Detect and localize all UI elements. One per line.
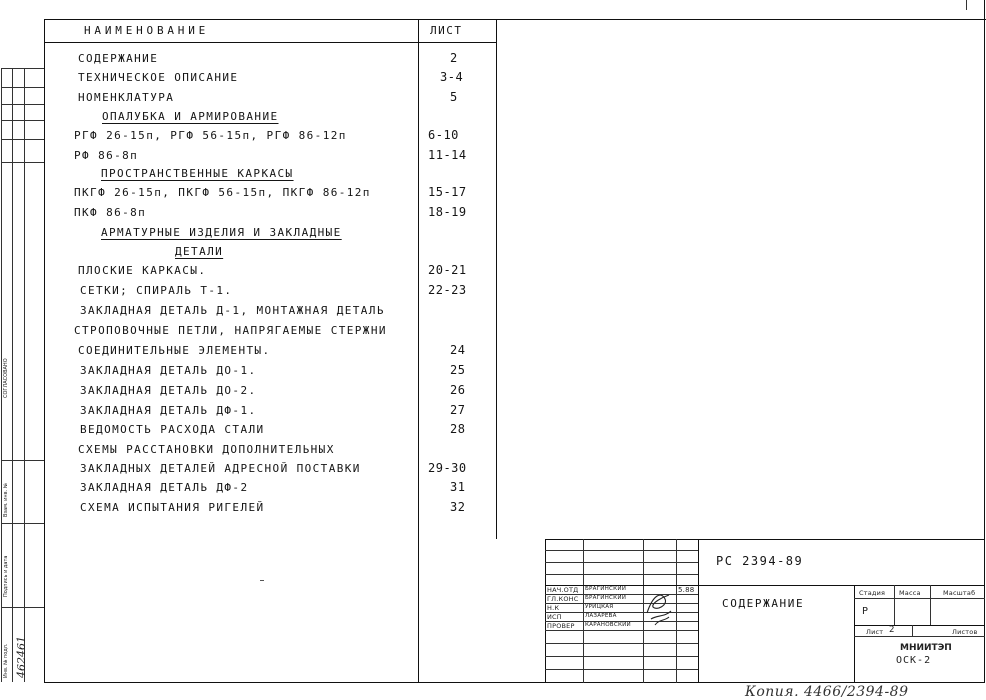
mass-label: Масса: [899, 589, 921, 597]
contents-row-label: ЗАКЛАДНАЯ ДЕТАЛЬ ДО-1.: [80, 364, 257, 377]
sheet-label: Лист: [866, 628, 884, 636]
contents-row-label: ПКГФ 26-15п, ПКГФ 56-15п, ПКГФ 86-12п: [74, 186, 371, 199]
contents-row-label: НОМЕНКЛАТУРА: [78, 91, 175, 104]
name-2: БРАГИНСКИЙ: [585, 595, 627, 601]
contents-row-label: ТЕХНИЧЕСКОЕ ОПИСАНИЕ: [78, 71, 239, 84]
contents-row-sheet: 31: [450, 480, 466, 494]
contents-row-sheet: 6-10: [428, 128, 459, 142]
scale-label: Масштаб: [943, 589, 976, 597]
contents-row-label: ПКФ 86-8п: [74, 206, 147, 219]
stage-label: Стадия: [859, 589, 886, 597]
contents-row-label: ЗАКЛАДНАЯ ДЕТАЛЬ Д-1, МОНТАЖНАЯ ДЕТАЛЬ: [80, 304, 385, 317]
inv-replace-label: Взам. инв. №: [3, 483, 9, 517]
contents-row-sheet: 27: [450, 403, 466, 417]
contents-row-label: ПЛОСКИЕ КАРКАСЫ.: [78, 264, 207, 277]
sheets-label: Листов: [952, 628, 978, 636]
date-mark: 5.88: [678, 586, 695, 594]
inv-orig-label: Инв. № подл.: [3, 643, 9, 678]
contents-row-sheet: 26: [450, 383, 466, 397]
frame-bottom: [44, 682, 985, 683]
inv-number: 462461: [15, 636, 28, 678]
header-name: НАИМЕНОВАНИЕ: [84, 24, 210, 37]
contents-row-label: ДЕТАЛИ: [175, 245, 224, 258]
contents-row-sheet: 32: [450, 500, 466, 514]
header-sheet: ЛИСТ: [430, 24, 463, 37]
contents-row-label: СТРОПОВОЧНЫЕ ПЕТЛИ, НАПРЯГАЕМЫЕ СТЕРЖНИ: [74, 324, 387, 337]
stage-value: Р: [862, 606, 869, 617]
contents-row-sheet: 11-14: [428, 148, 467, 162]
agreed-label: СОГЛАСОВАНО: [3, 358, 9, 398]
role-1: НАЧ.ОТД: [547, 586, 579, 594]
role-3: Н.К: [547, 604, 560, 612]
name-5: КАРАНОВСКИЙ: [585, 622, 631, 628]
contents-row-sheet: 29-30: [428, 461, 467, 475]
org-name: МНИИТЭП: [900, 643, 952, 653]
top-right-mark: [966, 0, 967, 10]
table-header-line: [44, 42, 496, 43]
contents-row-label: ПРОСТРАНСТВЕННЫЕ КАРКАСЫ: [101, 167, 294, 180]
contents-row-label: ЗАКЛАДНЫХ ДЕТАЛЕЙ АДРЕСНОЙ ПОСТАВКИ: [80, 462, 361, 475]
contents-row-label: РФ 86-8п: [74, 149, 139, 162]
org-code: ОСК-2: [896, 655, 932, 666]
frame-left: [44, 19, 45, 683]
doc-title: СОДЕРЖАНИЕ: [722, 597, 805, 610]
stray-mark: [260, 580, 264, 581]
contents-row-sheet: 2: [450, 51, 458, 65]
contents-row-sheet: 28: [450, 422, 466, 436]
contents-row-sheet: 5: [450, 90, 458, 104]
contents-row-label: СХЕМА ИСПЫТАНИЯ РИГЕЛЕЙ: [80, 501, 265, 514]
role-4: ИСП: [547, 613, 562, 621]
contents-row-label: СЕТКИ; СПИРАЛЬ Т-1.: [80, 284, 233, 297]
frame-top: [44, 19, 986, 20]
doc-code: РС 2394-89: [716, 554, 804, 568]
name-1: БРАГИНСКИЙ: [585, 586, 627, 592]
contents-row-label: ЗАКЛАДНАЯ ДЕТАЛЬ ДФ-1.: [80, 404, 257, 417]
contents-row-label: АРМАТУРНЫЕ ИЗДЕЛИЯ И ЗАКЛАДНЫЕ: [101, 226, 342, 239]
contents-row-sheet: 18-19: [428, 205, 467, 219]
contents-row-label: ВЕДОМОСТЬ РАСХОДА СТАЛИ: [80, 423, 265, 436]
table-right-border: [496, 19, 497, 539]
contents-row-label: РГФ 26-15п, РГФ 56-15п, РГФ 86-12п: [74, 129, 347, 142]
contents-row-label: СОЕДИНИТЕЛЬНЫЕ ЭЛЕМЕНТЫ.: [78, 344, 271, 357]
contents-row-sheet: 20-21: [428, 263, 467, 277]
contents-row-sheet: 15-17: [428, 185, 467, 199]
table-sheet-divider: [418, 19, 419, 683]
contents-row-label: ЗАКЛАДНАЯ ДЕТАЛЬ ДФ-2: [80, 481, 249, 494]
role-5: ПРОВЕР: [547, 622, 575, 630]
contents-row-sheet: 25: [450, 363, 466, 377]
name-3: УРИЦКАЯ: [585, 604, 614, 610]
contents-row-sheet: 3-4: [440, 70, 464, 84]
signature-scribble: [643, 585, 677, 631]
contents-row-sheet: 22-23: [428, 283, 467, 297]
contents-row-sheet: 24: [450, 343, 466, 357]
role-2: ГЛ.КОНС: [547, 595, 579, 603]
sheet-value: 2: [889, 625, 895, 635]
footer-note: Копия. 4466/2394-89: [745, 684, 909, 700]
contents-row-label: СОДЕРЖАНИЕ: [78, 52, 159, 65]
contents-row-label: СХЕМЫ РАССТАНОВКИ ДОПОЛНИТЕЛЬНЫХ: [78, 443, 335, 456]
name-4: ЛАЗАРЕВА: [585, 613, 617, 619]
frame-right: [984, 0, 985, 683]
sign-date-label: Подпись и дата: [3, 555, 9, 597]
contents-row-label: ЗАКЛАДНАЯ ДЕТАЛЬ ДО-2.: [80, 384, 257, 397]
contents-row-label: ОПАЛУБКА И АРМИРОВАНИЕ: [102, 110, 279, 123]
